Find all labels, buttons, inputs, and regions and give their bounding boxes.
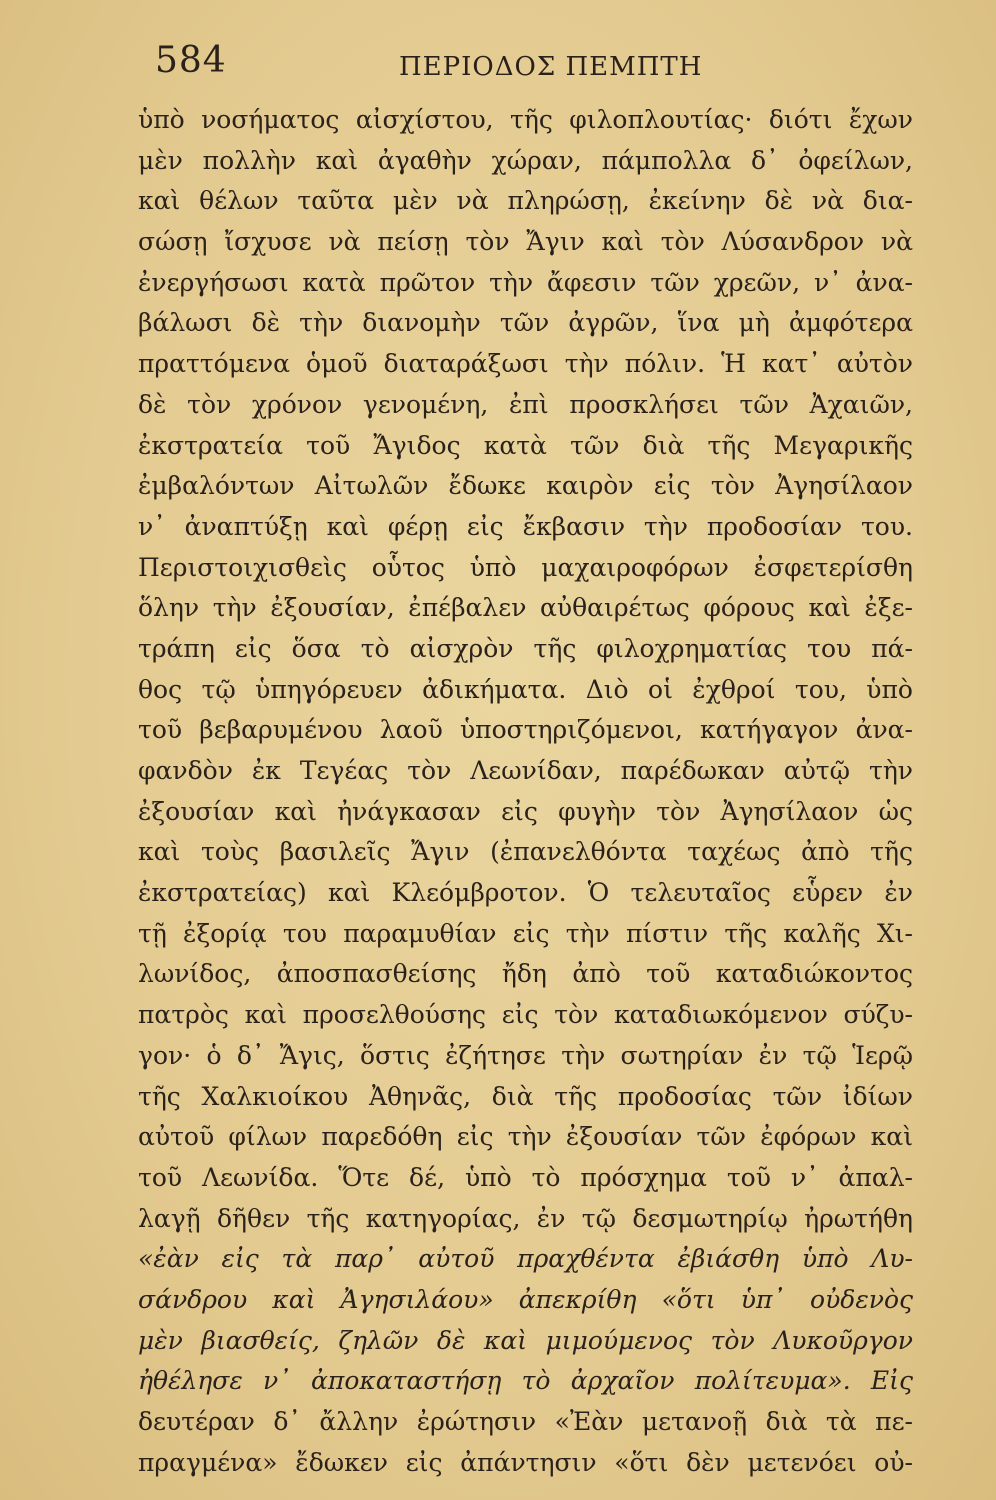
text-line: μὲν βιασθείς, ζηλῶν δὲ καὶ μιμούμενος τὸν Λυκοῦργον bbox=[138, 1325, 913, 1355]
text-line: γον· ὁ δ᾽ Ἄγις, ὅστις ἐζήτησε τὴν σωτηρίαν ἐν τῷ Ἱερῷ bbox=[138, 1040, 913, 1070]
page-number: 584 bbox=[155, 40, 227, 81]
text-line: Περιστοιχισθεὶς οὗτος ὑπὸ μαχαιροφόρων ἐσφετερίσθη bbox=[138, 552, 913, 582]
text-line: πατρὸς καὶ προσελθούσης εἰς τὸν καταδιωκόμενον σύζυ- bbox=[138, 1000, 913, 1030]
text-line: τῇ ἐξορίᾳ του παραμυθίαν εἰς τὴν πίστιν τῆς καλῆς Χι- bbox=[138, 918, 913, 948]
text-line: μὲν πολλὴν καὶ ἀγαθὴν χώραν, πάμπολλα δ᾽ ὀφείλων, bbox=[138, 145, 913, 175]
text-line: καὶ τοὺς βασιλεῖς Ἄγιν (ἐπανελθόντα ταχέως ἀπὸ τῆς bbox=[138, 837, 913, 867]
text-line: αὐτοῦ φίλων παρεδόθη εἰς τὴν ἐξουσίαν τῶν ἐφόρων καὶ bbox=[138, 1122, 913, 1152]
text-line: ἐξουσίαν καὶ ἠνάγκασαν εἰς φυγὴν τὸν Ἀγησίλαον ὡς bbox=[138, 796, 913, 826]
text-line: πραγμένα» ἔδωκεν εἰς ἀπάντησιν «ὅτι δὲν μετενόει οὐ- bbox=[138, 1447, 913, 1477]
text-line: ὑπὸ νοσήματος αἰσχίστου, τῆς φιλοπλουτίας· διότι ἔχων bbox=[138, 105, 913, 134]
text-line: πραττόμενα ὁμοῦ διαταράξωσι τὴν πόλιν. Ἡ κατ᾽ αὐτὸν bbox=[138, 349, 913, 379]
text-line: σάνδρου καὶ Ἀγησιλάου» ἀπεκρίθη «ὅτι ὑπ᾽ οὐδενὸς bbox=[138, 1284, 913, 1314]
text-line: «ἐὰν εἰς τὰ παρ᾽ αὐτοῦ πραχθέντα ἐβιάσθη ὑπὸ Λυ- bbox=[138, 1244, 913, 1274]
text-line: φανδὸν ἐκ Τεγέας τὸν Λεωνίδαν, παρέδωκαν αὐτῷ τὴν bbox=[138, 756, 913, 785]
text-line: βάλωσι δὲ τὴν διανομὴν τῶν ἀγρῶν, ἵνα μὴ ἀμφότερα bbox=[138, 308, 913, 338]
text-line: λωνίδος, ἀποσπασθείσης ἤδη ἀπὸ τοῦ καταδιώκοντος bbox=[138, 959, 913, 989]
text-line: ἐνεργήσωσι κατὰ πρῶτον τὴν ἄφεσιν τῶν χρεῶν, ν᾽ ἀνα- bbox=[138, 267, 913, 297]
text-line: τοῦ Λεωνίδα. Ὅτε δέ, ὑπὸ τὸ πρόσχημα τοῦ ν᾽ ἀπαλ- bbox=[138, 1162, 913, 1192]
text-line: τράπη εἰς ὅσα τὸ αἰσχρὸν τῆς φιλοχρηματίας του πά- bbox=[138, 633, 913, 663]
text-line: τῆς Χαλκιοίκου Ἀθηνᾶς, διὰ τῆς προδοσίας τῶν ἰδίων bbox=[138, 1081, 913, 1111]
text-line: θος τῷ ὑπηγόρευεν ἀδικήματα. Διὸ οἱ ἐχθροί του, ὑπὸ bbox=[138, 674, 913, 704]
running-head: ΠΕΡΙΟΔΟΣ ΠΕΜΠΤΗ bbox=[399, 52, 703, 82]
text-line: λαγῇ δῆθεν τῆς κατηγορίας, ἐν τῷ δεσμωτηρίῳ ἠρωτήθη bbox=[138, 1203, 913, 1233]
text-line: ἐκστρατείας) καὶ Κλεόμβροτον. Ὁ τελευταῖος εὗρεν ἐν bbox=[138, 878, 913, 908]
text-line: ἐκστρατεία τοῦ Ἄγιδος κατὰ τῶν διὰ τῆς Μεγαρικῆς bbox=[138, 430, 913, 460]
text-line: δευτέραν δ᾽ ἄλλην ἐρώτησιν «Ἐὰν μετανοῇ διὰ τὰ πε- bbox=[138, 1407, 913, 1436]
text-line: ἠθέλησε ν᾽ ἀποκαταστήσῃ τὸ ἀρχαῖον πολίτευμα». Εἰς bbox=[138, 1366, 913, 1396]
text-line: τοῦ βεβαρυμένου λαοῦ ὑποστηριζόμενοι, κατήγαγον ἀνα- bbox=[138, 715, 913, 745]
text-line: καὶ θέλων ταῦτα μὲν νὰ πληρώσῃ, ἐκείνην δὲ νὰ δια- bbox=[138, 186, 913, 216]
text-line: ὅλην τὴν ἐξουσίαν, ἐπέβαλεν αὐθαιρέτως φόρους καὶ ἐξε- bbox=[138, 593, 913, 623]
text-line: σώσῃ ἴσχυσε νὰ πείσῃ τὸν Ἄγιν καὶ τὸν Λύσανδρον νὰ bbox=[138, 227, 913, 257]
body-text bbox=[138, 100, 913, 1483]
text-line: ν᾽ ἀναπτύξῃ καὶ φέρῃ εἰς ἔκβασιν τὴν προδοσίαν του. bbox=[138, 511, 913, 541]
text-line: ἐμβαλόντων Αἰτωλῶν ἔδωκε καιρὸν εἰς τὸν Ἀγησίλαον bbox=[138, 471, 913, 501]
text-line: δὲ τὸν χρόνον γενομένη, ἐπὶ προσκλήσει τῶν Ἀχαιῶν, bbox=[138, 389, 913, 419]
page-header bbox=[155, 40, 915, 90]
